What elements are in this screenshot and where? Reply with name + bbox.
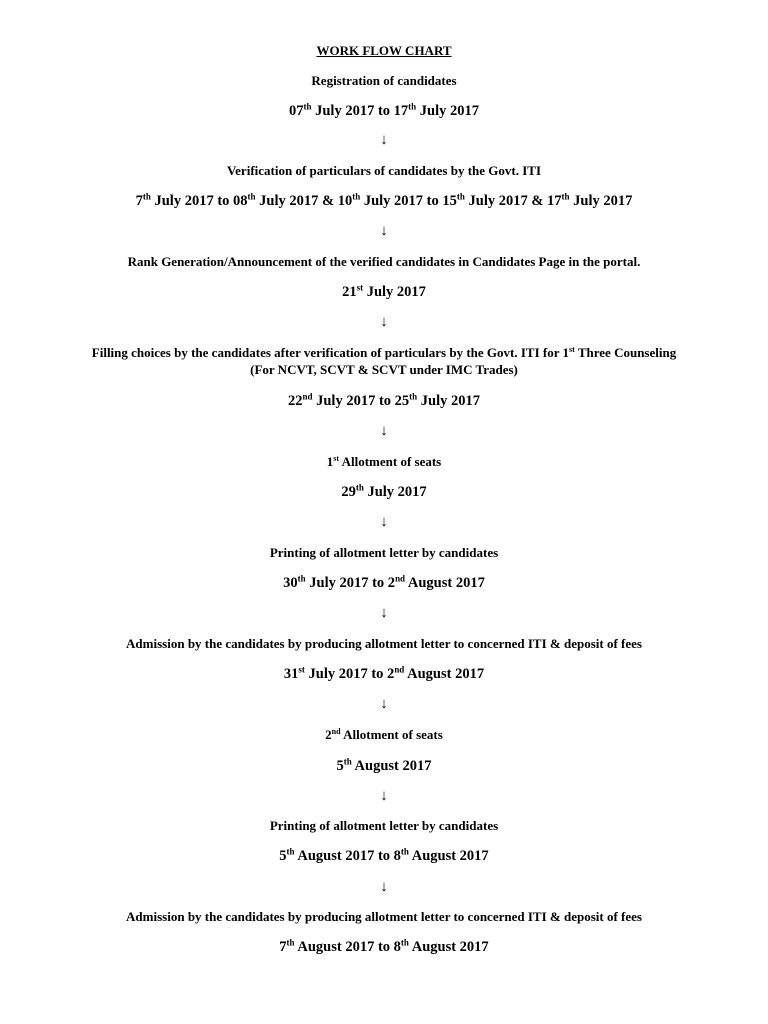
step-4-label: Filling choices by the candidates after verification of particulars by the Govt. ITI for 1st Three Counseling: [91, 345, 677, 360]
ordinal-suffix: nd: [395, 573, 406, 584]
step-2-date: 7th July 2017 to 08th July 2017 & 10th July 2017 to 15th July 2017 & 17th July 2017: [135, 191, 633, 209]
ordinal-suffix: th: [355, 482, 364, 493]
ordinal-suffix: nd: [394, 664, 405, 675]
step-6-date: 30th July 2017 to 2nd August 2017: [283, 573, 485, 591]
document-title: WORK FLOW CHART: [316, 43, 452, 58]
step-3-date: 21st July 2017: [342, 282, 426, 300]
flow-arrow-icon: ↓: [380, 788, 388, 804]
ordinal-suffix: nd: [331, 727, 341, 737]
flow-arrow-icon: ↓: [380, 696, 388, 712]
ordinal-suffix: st: [356, 282, 364, 293]
ordinal-suffix: th: [400, 937, 409, 948]
flow-arrow-icon: ↓: [380, 132, 388, 148]
ordinal-suffix: th: [456, 191, 465, 202]
ordinal-suffix: st: [333, 454, 340, 464]
step-1-date: 07th July 2017 to 17th July 2017: [288, 101, 479, 119]
ordinal-suffix: th: [400, 846, 409, 857]
step-9-date: 5th August 2017 to 8th August 2017: [279, 846, 489, 864]
flow-arrow-icon: ↓: [380, 605, 388, 621]
flow-arrow-icon: ↓: [380, 879, 388, 895]
step-2-label: Verification of particulars of candidates by the Govt. ITI: [226, 163, 542, 178]
ordinal-suffix: th: [343, 756, 352, 767]
flow-arrow-icon: ↓: [380, 223, 388, 239]
step-4-label-line-2: (For NCVT, SCVT & SCVT under IMC Trades): [250, 362, 518, 377]
ordinal-suffix: th: [286, 846, 295, 857]
ordinal-suffix: th: [352, 191, 361, 202]
ordinal-suffix: st: [569, 345, 575, 355]
flow-arrow-icon: ↓: [380, 423, 388, 439]
step-6-label: Printing of allotment letter by candidates: [269, 545, 499, 560]
ordinal-suffix: th: [297, 573, 306, 584]
ordinal-suffix: th: [247, 191, 256, 202]
step-9-label: Printing of allotment letter by candidates: [269, 818, 499, 833]
flow-arrow-icon: ↓: [380, 314, 388, 330]
ordinal-suffix: th: [409, 391, 418, 402]
ordinal-suffix: th: [286, 937, 295, 948]
step-3-label: Rank Generation/Announcement of the verified candidates in Candidates Page in the portal.: [127, 254, 641, 269]
step-8-label: 2nd Allotment of seats: [325, 727, 443, 742]
ordinal-suffix: th: [303, 101, 312, 112]
step-10-date: 7th August 2017 to 8th August 2017: [279, 937, 489, 955]
step-10-label: Admission by the candidates by producing allotment letter to concerned ITI & deposit of fees: [126, 909, 642, 924]
ordinal-suffix: th: [561, 191, 570, 202]
ordinal-suffix: st: [298, 664, 305, 675]
step-5-date: 29th July 2017: [341, 482, 427, 500]
step-7-date: 31st July 2017 to 2nd August 2017: [283, 664, 485, 682]
step-1-label: Registration of candidates: [311, 73, 457, 88]
step-7-label: Admission by the candidates by producing allotment letter to concerned ITI & deposit of fees: [126, 636, 642, 651]
step-8-date: 5th August 2017: [336, 756, 432, 774]
step-4-date: 22nd July 2017 to 25th July 2017: [287, 391, 480, 409]
flow-arrow-icon: ↓: [380, 514, 388, 530]
ordinal-suffix: th: [142, 191, 151, 202]
ordinal-suffix: nd: [302, 391, 313, 402]
step-5-label: 1st Allotment of seats: [326, 454, 442, 469]
ordinal-suffix: th: [408, 101, 417, 112]
